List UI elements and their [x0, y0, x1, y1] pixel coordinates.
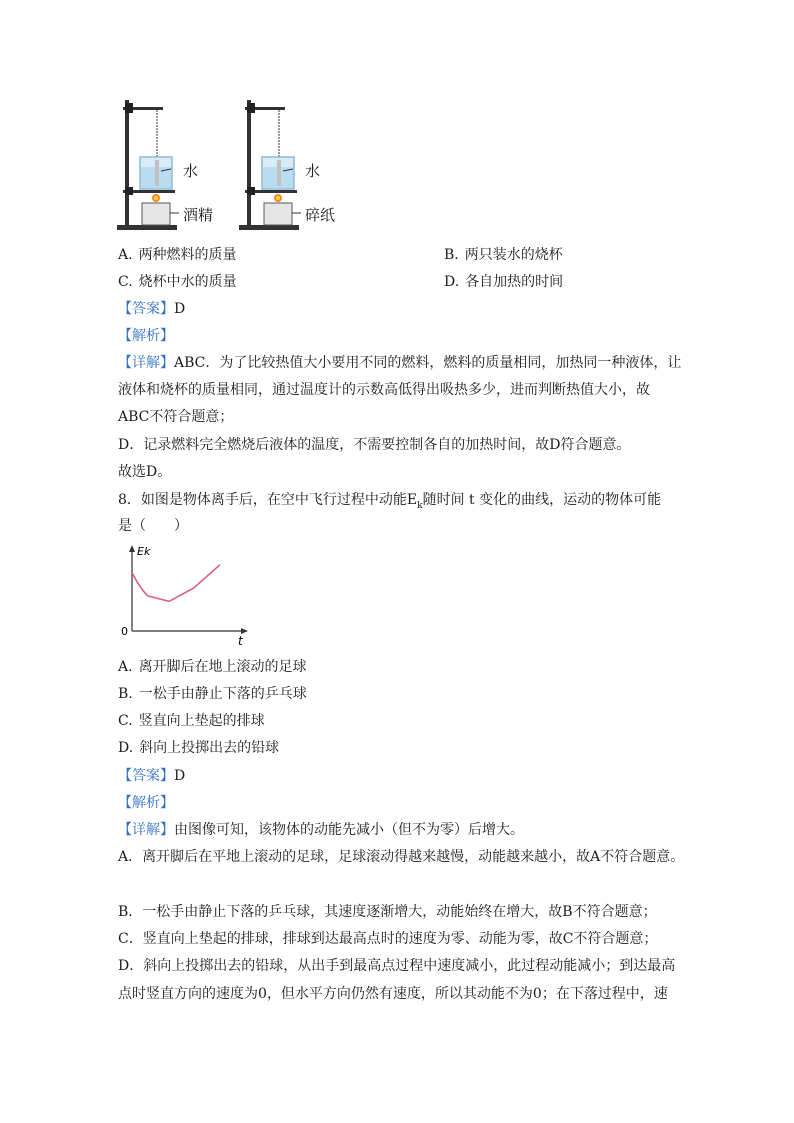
left-apparatus [117, 100, 179, 230]
y-axis-arrow [129, 545, 135, 552]
q7-option-b: B. 两只装水的烧杯 [444, 247, 563, 263]
q8-detail-line-4: C．竖直向上垫起的排球，排球到达最高点时的速度为零、动能为零，故C不符合题意； [118, 931, 658, 947]
q8-answer: 【答案】D [118, 768, 186, 784]
q8-option-d: D. 斜向上投掷出去的铅球 [118, 740, 280, 756]
q8-option-a: A. 离开脚后在地上滚动的足球 [118, 659, 307, 675]
right-apparatus [239, 100, 301, 230]
q8-detail-line-2: A．离开脚后在平地上滚动的足球，足球滚动得越来越慢，动能越来越小，故A不符合题意。 [118, 849, 685, 865]
q7-detail-line-5: 故选D。 [118, 464, 172, 480]
q8-analysis-tag: 【解析】 [118, 795, 174, 811]
q7-detail-line-1: 【详解】ABC．为了比较热值大小要用不同的燃料，燃料的质量相同，加热同一种液体，让 [118, 355, 682, 371]
right-label-paper: 碎纸 [305, 206, 336, 224]
q8-stem-line-1: 8．如图是物体离手后，在空中飞行过程中动能$E_k$随时间 t 变化的曲线，运动的物体可能 [118, 492, 662, 511]
x-axis-label: t [238, 634, 243, 648]
q8-detail-line-3: B．一松手由静止下落的乒乓球，其速度逐渐增大，动能始终在增大，故B不符合题意； [118, 904, 657, 920]
q7-option-a: A. 两种燃料的质量 [118, 247, 237, 263]
q7-detail-line-2: 液体和烧杯的质量相同，通过温度计的示数高低得出吸热多少，进而判断热值大小，故 [118, 382, 650, 398]
right-label-water: 水 [305, 162, 321, 180]
q8-stem-line-2: 是（ ） [118, 518, 188, 534]
q7-detail-line-4: D．记录燃料完全燃烧后液体的温度，不需要控制各自的加热时间，故D符合题意。 [118, 437, 631, 453]
q8-detail-line-1: 【详解】由图像可知，该物体的动能先减小（但不为零）后增大。 [118, 822, 524, 838]
q7-option-c: C. 烧杯中水的质量 [118, 274, 237, 290]
origin-label: 0 [121, 625, 128, 638]
q8-option-c: C. 竖直向上垫起的排球 [118, 713, 265, 729]
q7-option-d: D. 各自加热的时间 [444, 274, 564, 290]
ek-time-chart [112, 543, 252, 648]
q7-analysis-tag: 【解析】 [118, 328, 174, 344]
q7-detail-line-3: ABC不符合题意； [118, 409, 234, 425]
q8-option-b: B. 一松手由静止下落的乒乓球 [118, 686, 307, 702]
y-axis-label: Ek [137, 545, 151, 558]
left-label-alcohol: 酒精 [183, 206, 214, 224]
left-label-water: 水 [183, 162, 199, 180]
q8-detail-line-5: D．斜向上投掷出去的铅球，从出手到最高点过程中速度减小，此过程动能减小；到达最高 [118, 958, 676, 974]
q8-detail-line-6: 点时竖直方向的速度为0，但水平方向仍然有速度，所以其动能不为0；在下落过程中，速 [118, 986, 668, 1002]
ek-curve [132, 565, 220, 602]
q7-answer: 【答案】D [118, 301, 186, 317]
